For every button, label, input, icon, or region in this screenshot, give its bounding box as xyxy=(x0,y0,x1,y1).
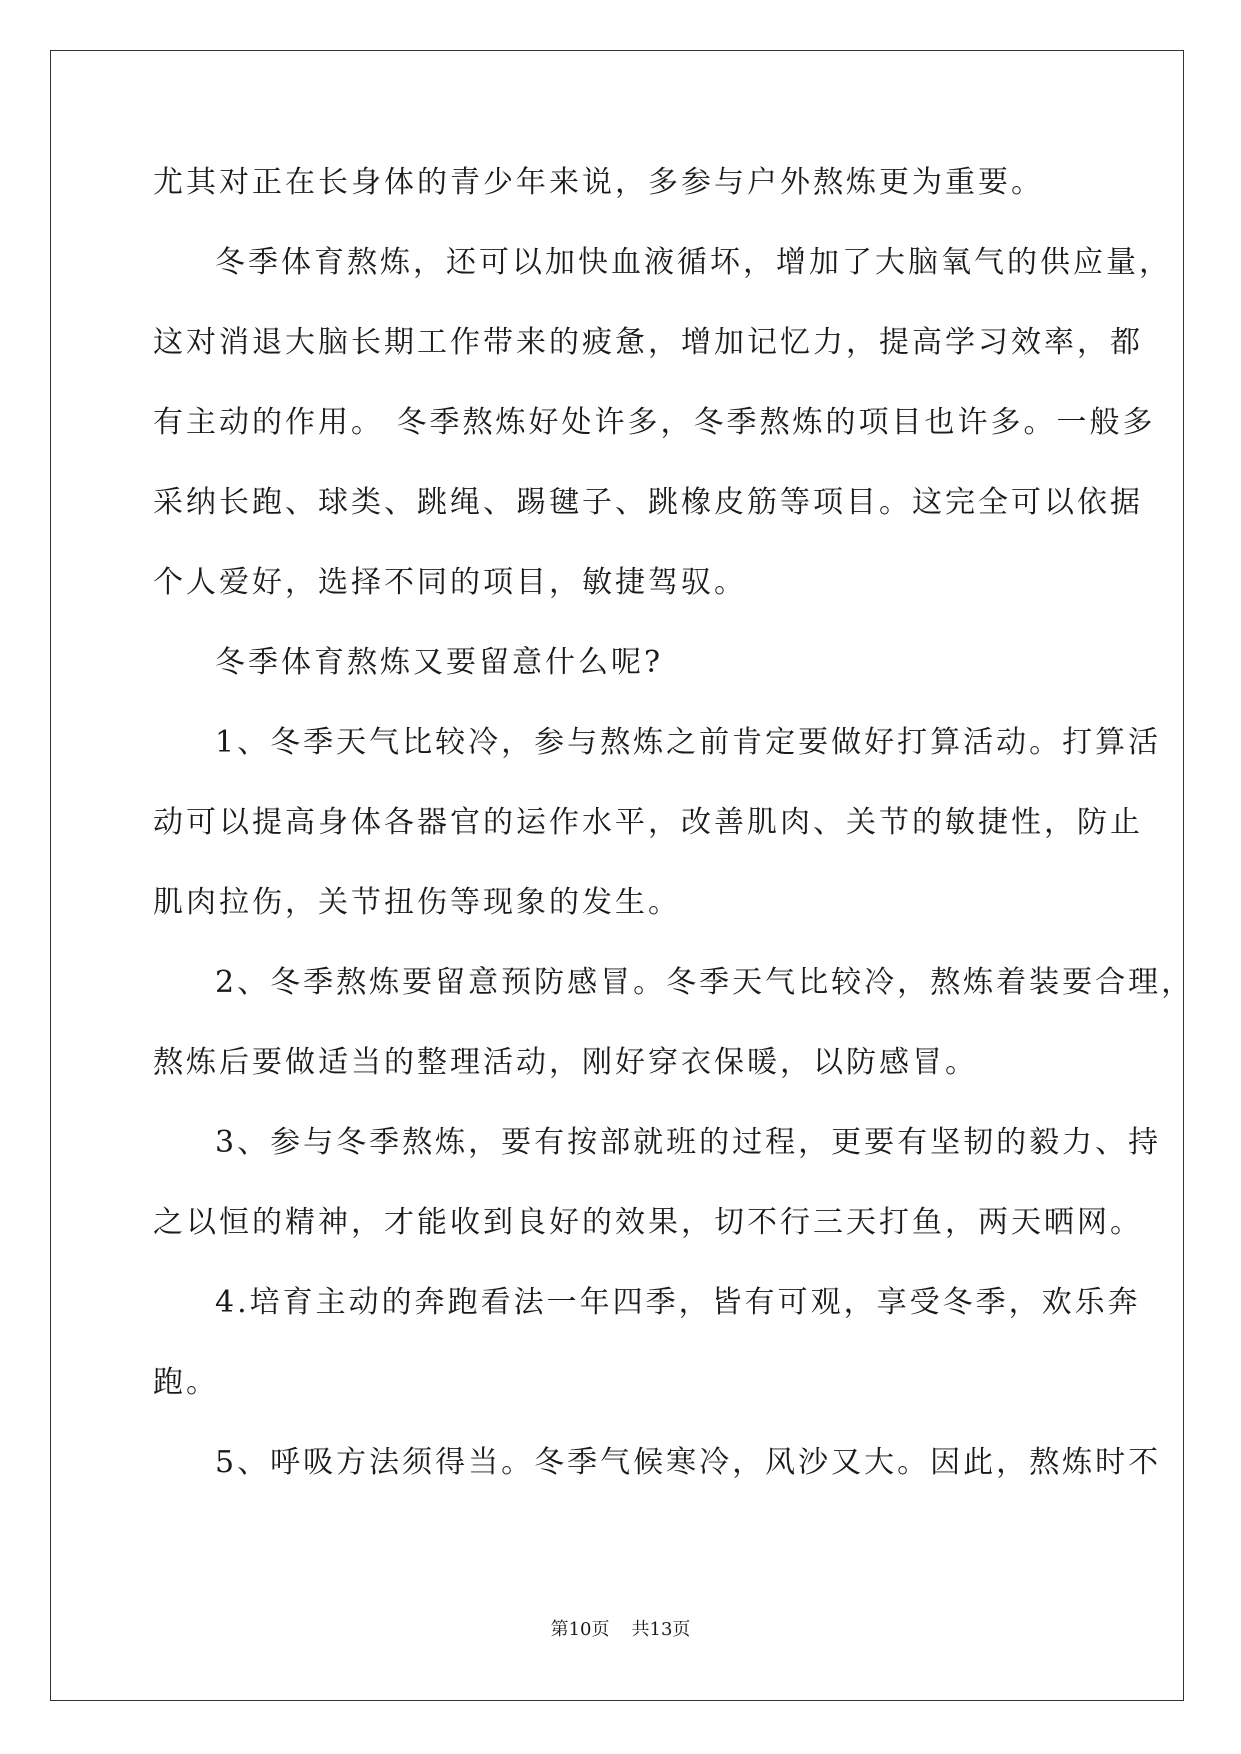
text-line-13: 3、参与冬季熬炼，要有按部就班的过程，更要有坚韧的毅力、持 xyxy=(215,1125,1162,1160)
current-page-label: 第10页 xyxy=(550,1619,610,1640)
text-line-17: 5、呼吸方法须得当。冬季气候寒冷，风沙又大。因此，熬炼时不 xyxy=(215,1445,1162,1480)
text-line-16: 跑。 xyxy=(153,1365,219,1400)
page-footer xyxy=(0,1618,1241,1642)
text-line-7: 冬季体育熬炼又要留意什么呢? xyxy=(215,645,664,680)
text-line-10: 肌肉拉伤，关节扭伤等现象的发生。 xyxy=(153,885,681,920)
text-line-12: 熬炼后要做适当的整理活动，刚好穿衣保暖，以防感冒。 xyxy=(153,1045,978,1080)
text-line-1: 尤其对正在长身体的青少年来说，多参与户外熬炼更为重要。 xyxy=(153,165,1044,200)
document-body xyxy=(153,163,1195,1523)
text-line-15: 4.培育主动的奔跑看法一年四季，皆有可观，享受冬季，欢乐奔 xyxy=(215,1285,1141,1320)
text-line-11: 2、冬季熬炼要留意预防感冒。冬季天气比较冷，熬炼着装要合理， xyxy=(215,965,1195,1000)
text-line-3: 这对消退大脑长期工作带来的疲惫，增加记忆力，提高学习效率，都 xyxy=(153,325,1143,360)
text-line-2: 冬季体育熬炼，还可以加快血液循坏，增加了大脑氧气的供应量， xyxy=(215,245,1172,280)
text-line-8: 1、冬季天气比较冷，参与熬炼之前肯定要做好打算活动。打算活 xyxy=(215,725,1162,760)
total-pages-label: 共13页 xyxy=(631,1619,691,1640)
text-line-5: 采纳长跑、球类、跳绳、踢毽子、跳橡皮筋等项目。这完全可以依据 xyxy=(153,485,1143,520)
text-line-14: 之以恒的精神，才能收到良好的效果，切不行三天打鱼，两天晒网。 xyxy=(153,1205,1143,1240)
text-line-4: 有主动的作用。 冬季熬炼好处许多，冬季熬炼的项目也许多。一般多 xyxy=(153,405,1156,440)
text-line-9: 动可以提高身体各器官的运作水平，改善肌肉、关节的敏捷性，防止 xyxy=(153,805,1143,840)
text-line-6: 个人爱好，选择不同的项目，敏捷驾驭。 xyxy=(153,565,747,600)
